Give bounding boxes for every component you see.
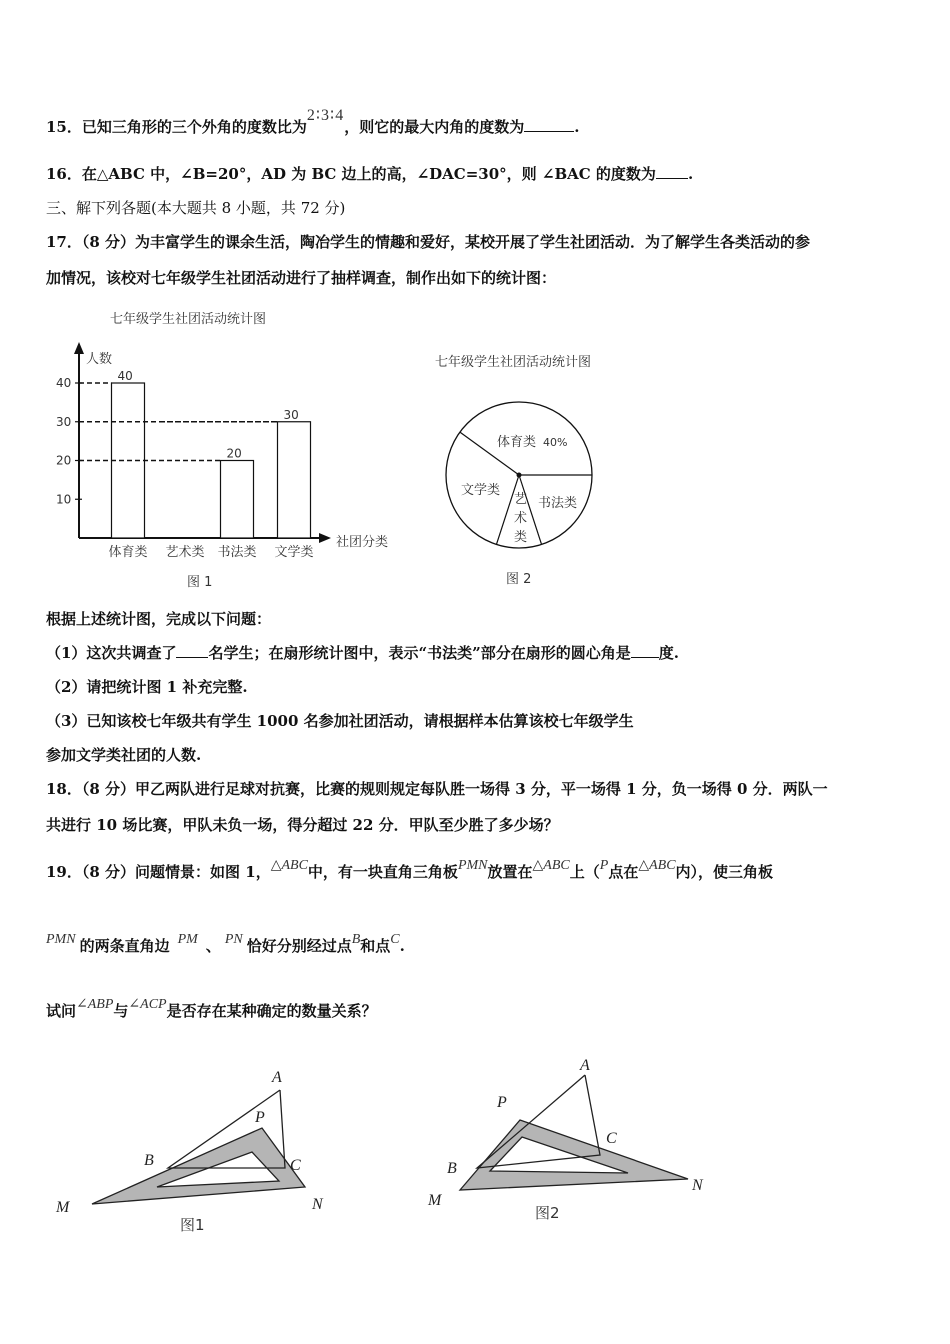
- y-tick-label-30: 30: [56, 414, 72, 429]
- fig1-label-n: N: [312, 1196, 323, 1213]
- q19-pmn-1: PMN: [457, 858, 488, 873]
- fig2-label-b: B: [447, 1160, 457, 1177]
- x-tick-label-0: 体育类: [108, 545, 148, 560]
- q19-line-2: [46, 932, 405, 956]
- fig2-label-n: N: [692, 1177, 703, 1194]
- q19-pn: PN: [224, 932, 243, 947]
- bar-chart-caption: 图 1: [187, 575, 213, 590]
- bar-value-label-2: 20: [226, 446, 242, 461]
- pie-label-art-1: 艺: [514, 492, 528, 507]
- bar-3: [278, 422, 311, 538]
- fig1-label-m: M: [56, 1199, 70, 1216]
- fig2-label-m: M: [428, 1192, 442, 1209]
- q19-text-13: 与: [113, 1002, 129, 1020]
- q19-text-4: 上（: [569, 863, 600, 881]
- q17-sub-1: [46, 642, 679, 663]
- geometry-figure-2: [420, 1045, 730, 1235]
- q19-text-14: 是否存在某种确定的数量关系？: [166, 1002, 377, 1020]
- fig1-set-square: [92, 1128, 305, 1204]
- q19-text-11: .: [399, 937, 405, 955]
- q19-text-9: 恰好分别经过点: [246, 937, 352, 955]
- fig2-set-square: [460, 1120, 688, 1190]
- bar-chart-title: 七年级学生社团活动统计图: [110, 312, 267, 327]
- pie-label-art-2: 术: [514, 511, 528, 526]
- q17-sub1-b: 名学生；在扇形统计图中，表示“书法类”部分在扇形的圆心角是: [208, 644, 631, 662]
- q18-line-2: 共进行 10 场比赛，甲队未负一场，得分超过 22 分．甲队至少胜了多少场？: [46, 816, 559, 834]
- q19-text-12: 试问: [46, 1002, 77, 1020]
- q19-text-6: 内），使三角板: [675, 863, 774, 881]
- q17-sub-2: （2）请把统计图 1 补充完整.: [46, 678, 248, 696]
- q15-ratio: 2∶3∶4: [306, 107, 345, 124]
- pie-label-sports: 体育类: [497, 435, 537, 450]
- q19-line-3: [46, 997, 377, 1021]
- fig2-caption: 图2: [535, 1204, 560, 1222]
- q17-line-1: 17．（8 分）为丰富学生的课余生活，陶冶学生的情趣和爱好，某校开展了学生社团活动．为了解学生各类活动的参: [46, 233, 811, 251]
- fig1-label-c: C: [290, 1157, 301, 1174]
- q19-text-7: 的两条直角边: [79, 937, 170, 955]
- q19-text-2: 中，有一块直角三角板: [307, 863, 458, 881]
- q18-line-1: 18．（8 分）甲乙两队进行足球对抗赛，比赛的规则规定每队胜一场得 3 分，平一场得 1 分，负一场得 0 分．两队一: [46, 780, 828, 798]
- fig1-label-b: B: [144, 1152, 154, 1169]
- fig2-label-p: P: [497, 1094, 507, 1111]
- q19-point-c: C: [390, 932, 400, 947]
- q17-blank-1: [176, 643, 208, 658]
- x-tick-label-2: 书法类: [217, 545, 257, 560]
- q17-intro: 根据上述统计图，完成以下问题：: [46, 610, 272, 628]
- q19-text-10: 和点: [360, 937, 391, 955]
- y-axis-arrow: [74, 342, 84, 354]
- pie-label-calligraphy: 书法类: [538, 496, 578, 511]
- q19-point-p: P: [599, 858, 609, 873]
- bar-chart: [40, 300, 410, 595]
- pie-chart-caption: 图 2: [506, 572, 532, 587]
- q19-text-5: 点在: [608, 863, 639, 881]
- bar-2: [221, 461, 254, 539]
- pie-label-art-3: 类: [514, 530, 528, 545]
- q15-suffix: ，则它的最大内角的度数为: [344, 118, 525, 136]
- q19-pmn-2: PMN: [46, 932, 76, 947]
- fig2-label-a: A: [580, 1057, 590, 1074]
- x-tick-label-1: 艺术类: [165, 545, 205, 560]
- q15-answer-blank: [524, 117, 574, 132]
- q15-end: .: [574, 118, 580, 136]
- pie-center-dot: [517, 473, 522, 478]
- x-axis-arrow: [319, 533, 331, 543]
- q19-angle-abp: ∠ABP: [76, 997, 114, 1012]
- q17-sub1-a: （1）这次共调查了: [46, 644, 177, 662]
- q19-text-1: 19．（8 分）问题情景：如图 1，: [46, 863, 271, 881]
- pie-label-literature: 文学类: [461, 483, 501, 498]
- question-16: [46, 163, 693, 184]
- q19-pm: PM: [177, 932, 198, 947]
- q16-end: .: [687, 165, 694, 183]
- section-3-title: 三、解下列各题(本大题共 8 小题，共 72 分): [46, 199, 346, 217]
- q17-sub-3a: （3）已知该校七年级共有学生 1000 名参加社团活动，请根据样本估算该校七年级学生: [46, 712, 634, 730]
- y-tick-label-10: 10: [56, 492, 72, 507]
- q19-triangle-abc-3: △ABC: [638, 858, 676, 873]
- fig1-caption: 图1: [180, 1216, 205, 1234]
- q17-sub-3b: 参加文学类社团的人数.: [46, 746, 202, 764]
- q19-triangle-abc-1: △ABC: [270, 858, 308, 873]
- bar-value-label-3: 30: [283, 407, 299, 422]
- pie-chart-title: 七年级学生社团活动统计图: [435, 355, 592, 370]
- x-tick-label-3: 文学类: [274, 545, 314, 560]
- q19-text-8: 、: [205, 937, 221, 955]
- y-tick-label-40: 40: [56, 376, 72, 390]
- fig2-label-c: C: [606, 1130, 617, 1147]
- y-tick-label-20: 20: [56, 453, 72, 468]
- q19-angle-acp: ∠ACP: [128, 997, 167, 1012]
- q17-sub1-c: 度.: [658, 644, 679, 662]
- fig1-label-a: A: [272, 1069, 282, 1086]
- q16-answer-blank: [656, 164, 688, 179]
- q19-triangle-abc-2: △ABC: [532, 858, 570, 873]
- q17-blank-2: [631, 643, 659, 658]
- question-15: [46, 107, 580, 137]
- bar-value-label-0: 40: [117, 369, 133, 383]
- q19-point-b: B: [351, 932, 361, 947]
- pie-label-sports-percent: 40%: [543, 436, 568, 449]
- q19-text-3: 放置在: [487, 863, 533, 881]
- x-axis-label: 社团分类: [336, 535, 389, 550]
- q17-line-2: 加情况，该校对七年级学生社团活动进行了抽样调查，制作出如下的统计图：: [46, 269, 557, 287]
- y-axis-label: 人数: [86, 352, 113, 367]
- pie-chart: [425, 340, 625, 590]
- fig1-label-p: P: [255, 1109, 265, 1126]
- q19-line-1: [46, 858, 774, 882]
- q16-text: 16．在△ABC 中，∠B=20°，AD 为 BC 边上的高，∠DAC=30°，则 ∠BAC 的度数为: [46, 165, 656, 183]
- geometry-figure-1: [40, 1060, 360, 1250]
- q15-prefix: 15．已知三角形的三个外角的度数比为: [46, 118, 307, 136]
